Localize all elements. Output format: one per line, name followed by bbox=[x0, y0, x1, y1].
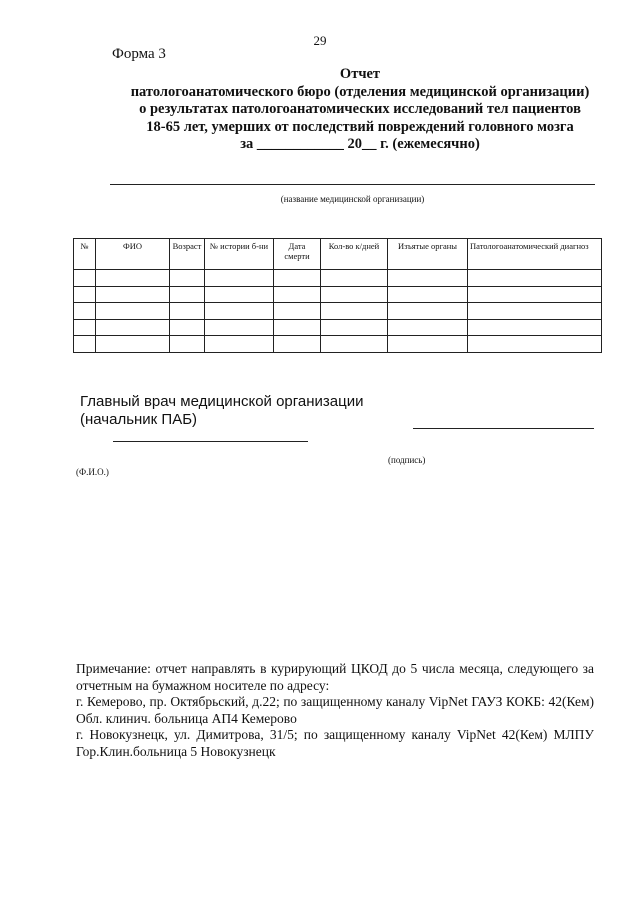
table-cell bbox=[321, 303, 388, 320]
report-table bbox=[73, 238, 602, 353]
title-line-4: 18-65 лет, умерших от последствий повреждений головного мозга bbox=[146, 118, 574, 135]
table-cell bbox=[274, 303, 321, 320]
fio-caption: (Ф.И.О.) bbox=[76, 467, 109, 477]
table-cell bbox=[170, 270, 205, 287]
table-cell bbox=[274, 319, 321, 336]
table-cell bbox=[170, 319, 205, 336]
table-cell bbox=[321, 336, 388, 353]
table-cell bbox=[205, 303, 274, 320]
header-history-number: № истории б-ни bbox=[205, 239, 274, 270]
note-line-2: г. Кемерово, пр. Октябрьский, д.22; по защищенному каналу VipNet ГАУЗ КОКБ: 42(Кем) Обл. клинич. больница АП4 Кемерово bbox=[76, 694, 594, 726]
table-cell bbox=[468, 336, 602, 353]
table-cell bbox=[321, 270, 388, 287]
note-line-1: Примечание: отчет направлять в курирующий ЦКОД до 5 числа месяца, следующего за отчетным на бумажном носителе по адресу: bbox=[76, 661, 594, 693]
table-row bbox=[74, 336, 602, 353]
table-cell bbox=[74, 319, 96, 336]
table-cell bbox=[388, 336, 468, 353]
signature-caption: (подпись) bbox=[388, 455, 426, 465]
table-row bbox=[74, 319, 602, 336]
fio-line bbox=[113, 441, 308, 442]
table-cell bbox=[321, 286, 388, 303]
form-label: Форма 3 bbox=[112, 46, 166, 62]
table-row bbox=[74, 303, 602, 320]
table-cell bbox=[468, 303, 602, 320]
table-row bbox=[74, 270, 602, 287]
table-cell bbox=[274, 286, 321, 303]
title-line-5: за ____________ 20__ г. (ежемесячно) bbox=[240, 136, 480, 152]
header-age: Возраст bbox=[170, 239, 205, 270]
table-cell bbox=[96, 286, 170, 303]
table-cell bbox=[388, 303, 468, 320]
table-cell bbox=[321, 319, 388, 336]
header-number: № bbox=[74, 239, 96, 270]
table-row bbox=[74, 286, 602, 303]
report-title bbox=[80, 66, 640, 154]
table-cell bbox=[205, 336, 274, 353]
organization-name-line bbox=[110, 184, 595, 185]
table-cell bbox=[388, 286, 468, 303]
table-cell bbox=[74, 270, 96, 287]
table-cell bbox=[74, 303, 96, 320]
note-block bbox=[76, 661, 594, 760]
header-fio: ФИО bbox=[96, 239, 170, 270]
table-cell bbox=[74, 336, 96, 353]
table-cell bbox=[170, 336, 205, 353]
table-cell bbox=[274, 270, 321, 287]
table-cell bbox=[74, 286, 96, 303]
table-cell bbox=[205, 319, 274, 336]
header-removed-organs: Изъятые органы bbox=[388, 239, 468, 270]
page-number: 29 bbox=[313, 33, 327, 48]
signatory-subtitle: (начальник ПАБ) bbox=[80, 411, 198, 428]
signatory-block bbox=[80, 393, 364, 429]
table-cell bbox=[170, 286, 205, 303]
table-cell bbox=[170, 303, 205, 320]
signature-line bbox=[413, 428, 594, 429]
table-cell bbox=[205, 286, 274, 303]
table-cell bbox=[96, 319, 170, 336]
title-line-3: о результатах патологоанатомических исследований тел пациентов bbox=[139, 101, 581, 117]
table-cell bbox=[468, 270, 602, 287]
table-cell bbox=[388, 319, 468, 336]
table-cell bbox=[274, 336, 321, 353]
table-cell bbox=[205, 270, 274, 287]
table-cell bbox=[96, 270, 170, 287]
header-bed-days: Кол-во к/дней bbox=[321, 239, 388, 270]
header-death-date: Дата смерти bbox=[274, 239, 321, 270]
table-header-row bbox=[74, 239, 602, 270]
organization-caption: (название медицинской организации) bbox=[280, 194, 425, 204]
table-cell bbox=[468, 319, 602, 336]
table-cell bbox=[468, 286, 602, 303]
title-line-1: Отчет bbox=[339, 66, 381, 82]
header-diagnosis: Патологоанатомический диагноз bbox=[468, 239, 602, 270]
table-cell bbox=[96, 303, 170, 320]
note-line-3: г. Новокузнецк, ул. Димитрова, 31/5; по защищенному каналу VipNet 42(Кем) МЛПУ Гор.Клин.больница 5 Новокузнецк bbox=[76, 727, 594, 759]
table-cell bbox=[388, 270, 468, 287]
table-cell bbox=[96, 336, 170, 353]
signatory-title: Главный врач медицинской организации bbox=[80, 393, 364, 410]
title-line-2: патологоанатомического бюро (отделения медицинской организации) bbox=[130, 83, 590, 100]
